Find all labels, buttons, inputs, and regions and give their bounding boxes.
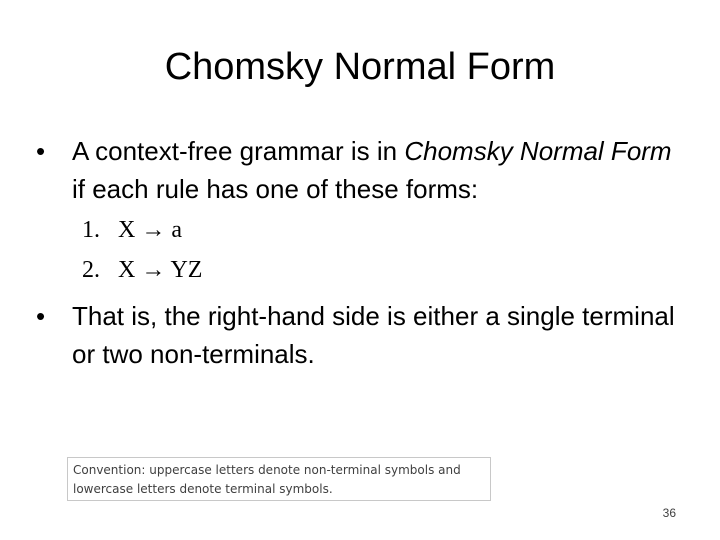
bullet-marker: • [36,301,46,331]
term-chomsky-normal-form: Chomsky Normal Form [404,136,672,166]
convention-note: Convention: uppercase letters denote non-terminal symbols and lowercase letters denote terminal symbols. [67,457,491,501]
rule-text: X → a [118,217,182,243]
bullet-text: That is, the right-hand side is either a single terminal or two non-terminals. [72,301,675,369]
bullet-explanation [36,297,686,373]
bullet-text-part: A context-free grammar is in [72,136,405,166]
rule-item-1 [82,212,182,248]
page-number: 36 [662,506,676,520]
bullet-text-part: if each rule has one of these forms: [72,174,479,204]
bullet-definition [36,132,686,208]
slide-title: Chomsky Normal Form [164,46,556,88]
rule-number: 1. [82,217,100,243]
rule-item-2 [82,252,202,288]
rule-number: 2. [82,257,100,283]
bullet-marker: • [36,136,46,166]
bullet-text [72,132,686,208]
rule-text: X → YZ [118,257,203,283]
